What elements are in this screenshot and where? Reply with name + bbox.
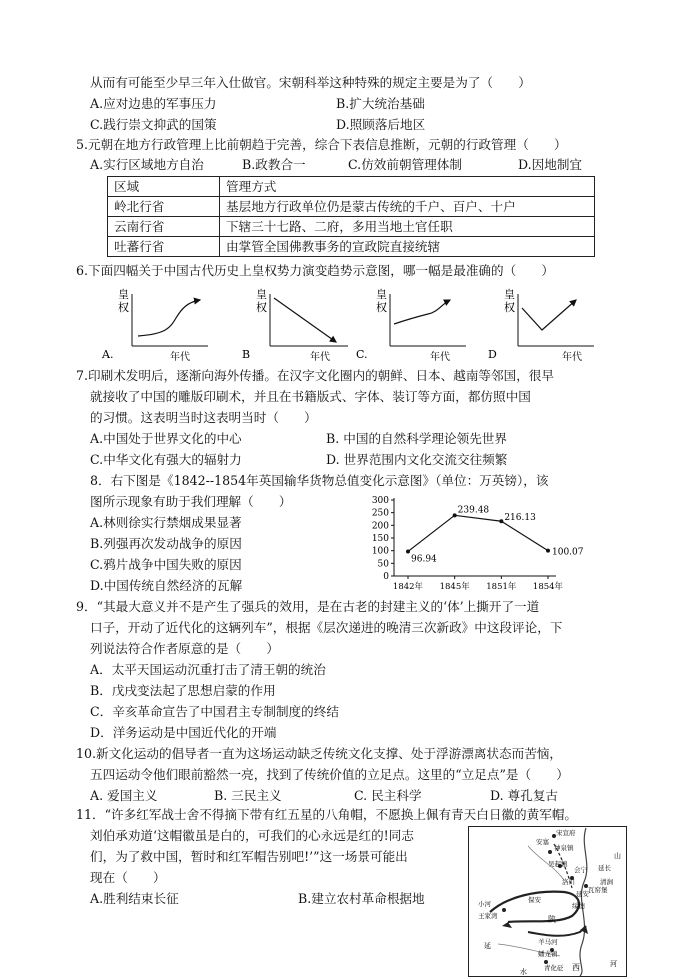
option-d-label: D (488, 348, 497, 361)
q11-stem-line-2: 刘伯承劝道‘这帽徽虽是白的，可我们的心永远是红的!同志 (90, 828, 414, 843)
data-label: 216.13 (504, 513, 536, 524)
q10-stem-line-2: 五四运动令他们眼前豁然一亮，找到了传统价值的立足点。这里的“立足点”是（ ） (90, 767, 569, 782)
data-point (453, 513, 457, 517)
data-point (499, 519, 503, 523)
x-tick-label: 1854年 (532, 582, 564, 592)
map-label: 洛川 (562, 878, 575, 886)
x-tick-label: 1845年 (439, 582, 470, 592)
table-header-cell: 管理方式 (220, 177, 595, 197)
q4-option-c: C.践行崇文抑武的国策 (90, 117, 217, 132)
q8-option-c: C.鸦片战争中国失败的原因 (90, 557, 242, 572)
map-label: 绥德 (572, 902, 585, 910)
q7-stem-line-1: 7.印刷术发明后，逐渐向海外传播。在汉字文化圈内的朝鲜、日本、越南等邻国，很早 (76, 368, 554, 383)
map-label: 吴起镇 (548, 860, 568, 868)
y-label: 皇 (376, 288, 387, 301)
map-label: 水 (520, 968, 527, 976)
q5-table (107, 176, 595, 257)
q11-stem-line-4: 现在（ ） (90, 870, 166, 885)
q7-option-c: C.中华文化有强大的辐射力 (90, 452, 242, 467)
q8-stem-line-2: 图所示现象有助于我们理解（ ） (90, 494, 292, 509)
q7-stem-line-2: 就接收了中国的雕版印刷术，并且在书籍版式、字体、装订等方面，都仿照中国 (90, 389, 531, 404)
y-tick-label: 200 (371, 521, 389, 532)
table-cell: 基层地方行政单位仍是蒙古传统的千户、百户、十户 (220, 197, 595, 217)
q10-option-a: A. 爱国主义 (90, 788, 158, 803)
map-label: 延长 (598, 864, 611, 872)
y-label: 皇 (504, 288, 515, 301)
option-c-label: C. (356, 348, 368, 361)
map-label: 清涧 (600, 878, 613, 886)
map-label: 山 (614, 852, 621, 860)
q7-option-a: A.中国处于世界文化的中心 (90, 431, 242, 446)
map-label: 神泉镇 (554, 844, 574, 852)
diagram-d (488, 288, 594, 363)
q10-option-d: D. 尊孔复古 (490, 788, 559, 803)
map-label: 保安 (528, 896, 541, 904)
table-cell: 下辖三十七路、二府，多用当地土官任职 (220, 217, 595, 237)
table-cell: 由掌管全国佛教事务的宣政院直接统辖 (220, 237, 595, 257)
table-row (108, 217, 595, 237)
map-label: 青化砭 (544, 964, 564, 972)
q8-line-chart (364, 492, 584, 592)
q4-option-a: A.应对边患的军事压力 (90, 96, 217, 111)
q5-option-c: C.仿效前朝管理体制 (348, 157, 462, 172)
y-tick-label: 150 (371, 534, 389, 544)
y-label: 皇 (256, 288, 267, 301)
data-point (546, 549, 550, 553)
q9-option-b: B．戊戌变法起了思想启蒙的作用 (90, 683, 276, 698)
y-tick-label: 100 (371, 546, 389, 557)
data-point (406, 549, 410, 553)
q8-option-a: A.林则徐实行禁烟成果显著 (90, 515, 242, 530)
map-label: 延 (484, 942, 491, 950)
q4-stem: 从而有可能至少早三年入仕做官。宋朝科举这种特殊的规定主要是为了（ ） (90, 75, 531, 90)
y-tick-label: 250 (371, 508, 389, 519)
y-tick-label: 0 (383, 572, 389, 582)
q7-option-d: D. 世界范围内文化交流交往频繁 (326, 452, 508, 467)
y-label: 权 (118, 301, 129, 314)
map-label: 瓦窑堡 (588, 886, 608, 894)
q5-option-b: B.政教合一 (242, 157, 306, 172)
q8-option-b: B.列强再次发动战争的原因 (90, 536, 242, 551)
data-label: 239.48 (457, 505, 490, 516)
q11-option-b: B.建立农村革命根据地 (298, 891, 425, 906)
q9-option-d: D．洋务运动是中国近代化的开端 (90, 725, 277, 740)
y-tick-label: 50 (377, 559, 389, 570)
map-label: 宋宣府 (556, 829, 576, 837)
q7-option-b: B. 中国的自然科学理论领先世界 (326, 431, 507, 446)
map-label: 延安 (576, 890, 589, 898)
q9-stem-line-2: 口子，开动了近代化的这辆列车”，根据《层次递进的晚清三次新政》中这段评论，下 (90, 620, 563, 635)
q9-option-c: C．辛亥革命宣告了中国君主专制制度的终结 (90, 704, 339, 719)
diagram-a (101, 288, 208, 363)
diagram-b (242, 288, 348, 363)
x-label: 年代 (562, 352, 582, 363)
y-label: 权 (256, 301, 267, 314)
map-label: 王家湾 (478, 912, 498, 920)
q10-option-b: B. 三民主义 (214, 788, 282, 803)
table-header-row (108, 177, 595, 197)
map-label: 会宁 (574, 866, 587, 874)
q5-option-d: D.因地制宜 (518, 157, 583, 172)
table-cell: 岭北行省 (108, 197, 220, 217)
q10-option-c: C. 民主科学 (354, 788, 422, 803)
map-label: 陕 (548, 915, 556, 924)
q9-stem-line-3: 列说法符合作者原意的是（ ） (90, 641, 279, 656)
table-row (108, 197, 595, 217)
data-label: 100.07 (552, 547, 584, 558)
q4-option-b: B.扩大统治基础 (336, 96, 425, 111)
map-label: 蟠龙镇 (538, 950, 558, 958)
q5-option-a: A.实行区域地方自治 (90, 157, 204, 172)
q11-route-map (468, 826, 628, 978)
table-row (108, 237, 595, 257)
map-label: 安塞 (536, 838, 549, 846)
q10-stem-line-1: 10.新文化运动的倡导者一直为这场运动缺乏传统文化支撑、处于浮游漂离状态而苦恼， (76, 746, 562, 761)
y-label: 权 (376, 301, 387, 314)
x-label: 年代 (170, 352, 190, 363)
q7-stem-line-3: 的习惯。这表明当时这表明当时（ ） (90, 410, 317, 425)
y-label: 皇 (118, 288, 129, 301)
map-label: 河 (610, 960, 617, 968)
x-label: 年代 (310, 352, 330, 363)
q6-stem: 6.下面四幅关于中国古代历史上皇权势力演变趋势示意图，哪一幅是最准确的（ ） (76, 263, 554, 278)
table-cell: 云南行省 (108, 217, 220, 237)
q6-diagrams (96, 284, 606, 364)
y-tick-label: 300 (371, 496, 389, 506)
q9-option-a: A．太平天国运动沉重打击了清王朝的统治 (90, 662, 326, 677)
q8-stem-line-1: 8．右下图是《1842--1854年英国输华货物总值变化示意图》（单位：万英镑），该 (90, 473, 549, 488)
option-b-label: B (242, 348, 251, 361)
y-label: 权 (504, 301, 515, 314)
x-label: 年代 (430, 352, 450, 363)
q11-stem-line-3: 们，为了救中国，暂时和红军帽告别吧!’”这一场景可能出 (90, 849, 408, 864)
x-tick-label: 1842年 (392, 582, 424, 592)
data-label: 96.94 (411, 554, 437, 565)
map-label: 羊马河 (538, 938, 558, 946)
q8-option-d: D.中国传统自然经济的瓦解 (90, 578, 243, 593)
map-label: 西 (572, 963, 580, 972)
map-label: 小河 (478, 900, 491, 908)
x-tick-label: 1851年 (486, 582, 517, 592)
option-a-label: A. (102, 348, 114, 361)
table-header-cell: 区域 (108, 177, 220, 197)
q4-option-d: D.照顾落后地区 (336, 117, 426, 132)
q9-stem-line-1: 9．“其最大意义并不是产生了强兵的效用，是在古老的封建主义的‘体’上撕开了一道 (76, 599, 540, 614)
q11-option-a: A.胜利结束长征 (90, 891, 179, 906)
table-cell: 吐蕃行省 (108, 237, 220, 257)
q11-stem-line-1: 11．“许多红军战士舍不得摘下带有红五星的八角帽，不愿换上佩有青天白日徽的黄军帽。 (76, 807, 578, 822)
diagram-c (356, 288, 466, 363)
q5-stem: 5.元朝在地方行政管理上比前朝趋于完善，综合下表信息推断，元朝的行政管理（ ） (76, 137, 567, 152)
